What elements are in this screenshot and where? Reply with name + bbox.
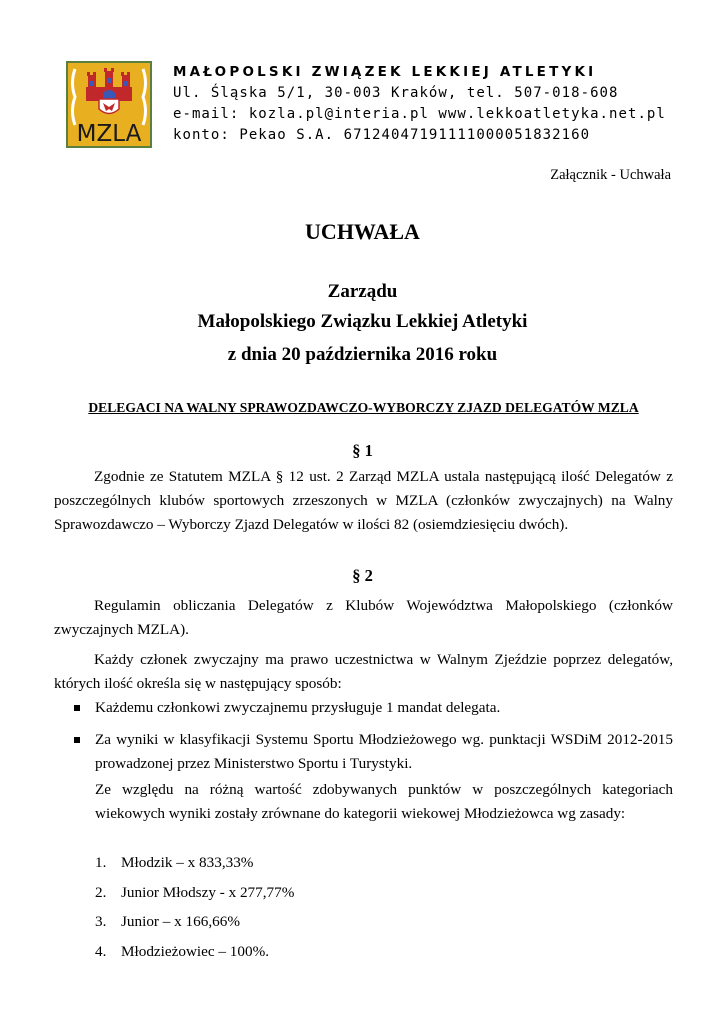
list-item bbox=[54, 696, 673, 720]
organization-address: Ul. Śląska 5/1, 30-003 Kraków, tel. 507-018-608 bbox=[173, 85, 619, 101]
age-category-list bbox=[95, 851, 294, 969]
attachment-note: Załącznik - Uchwała bbox=[550, 167, 671, 183]
resolution-subject: DELEGACI NA WALNY SPRAWOZDAWCZO-WYBORCZY ZJAZD DELEGATÓW MZLA bbox=[88, 400, 639, 415]
list-item bbox=[54, 728, 673, 776]
section-2-intro: Regulamin obliczania Delegatów z Klubów Województwa Małopolskiego (członków zwyczajnych MZLA). bbox=[54, 597, 673, 638]
list-item-text: Junior – x 166,66% bbox=[121, 913, 240, 930]
document-title: UCHWAŁA bbox=[305, 219, 420, 244]
category-conversion-note: Ze względu na różną wartość zdobywanych punktów w poszczególnych kategoriach wiekowych wyniki zostały zrównane do kategorii wiekowej Młodzieżowca wg zasady: bbox=[95, 781, 673, 822]
list-item-number: 1. bbox=[95, 854, 107, 871]
list-item-number: 3. bbox=[95, 913, 107, 930]
section-1-text: Zgodnie ze Statutem MZLA § 12 ust. 2 Zarząd MZLA ustala następującą ilość Delegatów z poszczególnych klubów sportowych zrzeszonych w MZLA (członków zwyczajnych) na Walny Sprawozdawczo – Wyborczy Zjazd Delegatów w ilości 82 (osiemdziesięciu dwóch). bbox=[54, 468, 673, 533]
section-2-heading: § 2 bbox=[352, 566, 373, 585]
list-item-number: 2. bbox=[95, 883, 107, 901]
organization-bank-account: konto: Pekao S.A. 67124047191111000051832160 bbox=[173, 127, 591, 143]
list-item bbox=[95, 851, 294, 881]
mzla-logo bbox=[66, 61, 152, 148]
list-item-text: Za wyniki w klasyfikacji Systemu Sportu Młodzieżowego wg. punktacji WSDiM 2012-2015 prowadzonej przez Ministerstwo Sportu i Turystyki. bbox=[95, 731, 673, 772]
list-item-text: Młodzik – x 833,33% bbox=[121, 854, 254, 871]
letterhead bbox=[173, 62, 666, 146]
delegate-rules-list bbox=[54, 696, 673, 784]
list-item-text: Junior Młodszy - x 277,77% bbox=[121, 883, 295, 901]
list-item-text: Młodzieżowiec – 100%. bbox=[121, 942, 270, 960]
organization-name: MAŁOPOLSKI ZWIĄZEK LEKKIEJ ATLETYKI bbox=[173, 64, 597, 80]
organization-contact: e-mail: kozla.pl@interia.pl www.lekkoatletyka.net.pl bbox=[173, 106, 666, 122]
logo-text: MZLA bbox=[76, 121, 142, 147]
list-item-number: 4. bbox=[95, 942, 107, 960]
square-bullet-icon bbox=[74, 737, 80, 743]
section-1-heading: § 1 bbox=[352, 441, 373, 460]
issuer-line: Zarządu bbox=[327, 281, 398, 302]
list-item bbox=[95, 940, 294, 970]
square-bullet-icon bbox=[74, 705, 80, 711]
section-2-rule: Każdy członek zwyczajny ma prawo uczestnictwa w Walnym Zjeździe poprzez delegatów, których ilość określa się w następujący sposób: bbox=[54, 651, 673, 692]
resolution-date: z dnia 20 października 2016 roku bbox=[227, 344, 498, 365]
list-item bbox=[95, 910, 294, 940]
list-item bbox=[95, 881, 294, 911]
list-item-text: Każdemu członkowi zwyczajnemu przysługuje 1 mandat delegata. bbox=[95, 699, 501, 716]
issuer-organization: Małopolskiego Związku Lekkiej Atletyki bbox=[197, 311, 528, 332]
